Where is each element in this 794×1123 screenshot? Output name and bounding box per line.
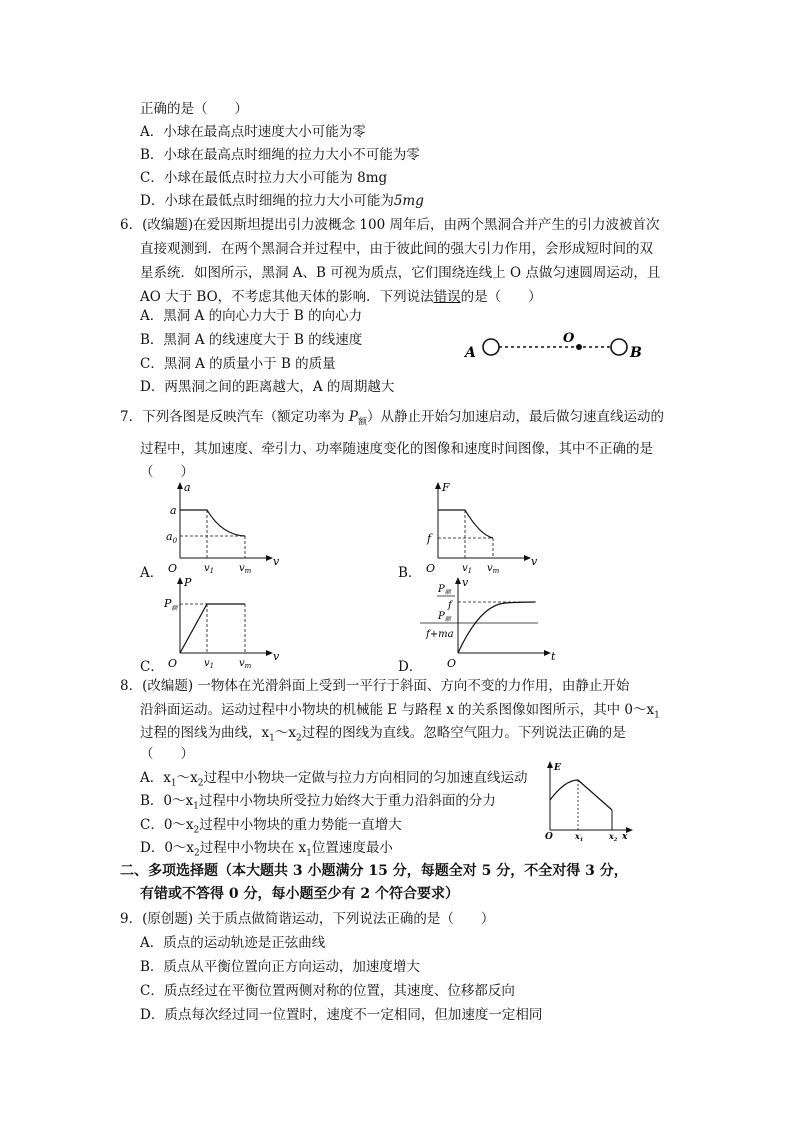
- axis-label-e: E: [554, 763, 561, 773]
- label-b: B: [630, 345, 642, 361]
- axis-label-v: v: [531, 555, 538, 568]
- tick-f-plus-ma: f+ma: [426, 629, 454, 640]
- x-arrow-icon: [544, 650, 551, 656]
- label-a: A: [465, 345, 476, 361]
- energy-curve: [550, 780, 612, 810]
- q6-option-b: B．黑洞 A 的线速度大于 B 的线速度: [140, 332, 363, 348]
- label-o: O: [563, 331, 575, 346]
- axis-label-f: F: [442, 481, 450, 494]
- q6-option-c: C．黑洞 A 的质量小于 B 的质量: [140, 356, 336, 372]
- q6-line-3: 星系统．如图所示，黑洞 A、B 可视为质点，它们围绕连线上 O 点做匀速圆周运动，且: [140, 265, 661, 281]
- tick-x1: $x_1$: [575, 831, 584, 843]
- tick-p-rated-2: $P_额$: [438, 611, 451, 623]
- q9-option-d: D．质点每次经过同一位置时，速度不一定相同，但加速度一定相同: [140, 1007, 543, 1023]
- axis-label-p: P: [184, 576, 192, 589]
- q7-option-c-label: C．: [140, 659, 164, 675]
- q8-line-1: 8．(改编题) 一物体在光滑斜面上受到一平行于斜面、方向不变的力作用，由静止开始: [120, 678, 630, 694]
- q9-option-b: B．质点从平衡位置向正方向运动，加速度增大: [140, 959, 420, 975]
- section-2-heading-line-2: 有错或不答得 0 分，每小题至少有 2 个符合要求）: [140, 886, 459, 902]
- x-arrow-icon: [266, 650, 273, 656]
- axis-label-a: a: [184, 481, 191, 494]
- q5-stem-tail: 正确的是（ ）: [140, 101, 248, 117]
- q8-line-4: （ ）: [140, 746, 194, 762]
- q6-line-4: AO 大于 BO，不考虑其他天体的影响．下列说法错误的是（ ）: [140, 289, 542, 305]
- q7-line-2: 过程中，其加速度、牵引力、功率随速度变化的图像和速度时间图像，其中不正确的是: [140, 441, 653, 457]
- q8-option-a: A．$x_1\sim x_2$过程中小物块一定做与拉力方向相同的匀加速直线运动: [140, 770, 528, 789]
- origin-label: O: [168, 562, 178, 575]
- graph-b-force: [418, 480, 538, 575]
- axis-label-v: v: [273, 650, 280, 663]
- graph-a-acceleration: [160, 480, 280, 575]
- y-arrow-icon: [435, 482, 441, 489]
- tick-p-rated: $P_额$: [438, 584, 451, 596]
- power-line: [180, 604, 245, 653]
- q7-line-3: （ ）: [140, 464, 194, 480]
- tick-vm: $v_m$: [487, 563, 500, 575]
- axis-label-t: t: [551, 650, 556, 663]
- center-o: [576, 344, 582, 350]
- tick-v1: $v_1$: [204, 658, 215, 670]
- origin-label: O: [426, 562, 436, 575]
- graph-d-velocity-time: [420, 575, 560, 670]
- tick-a: a: [170, 504, 177, 517]
- q5-option-d-math: 5mg: [393, 193, 424, 209]
- curve: [180, 510, 245, 536]
- curve: [438, 510, 493, 538]
- origin-label: O: [447, 657, 457, 670]
- q8-option-d: D．$0\sim x_2$过程中小物块在 $x_1$位置速度最小: [140, 840, 393, 859]
- q6-line-2: 直接观测到．在两个黑洞合并过程中，由于彼此间的强大引力作用，会形成短时间的双: [140, 241, 653, 257]
- black-hole-a: [483, 339, 499, 355]
- q6-line-1: 6．(改编题)在爱因斯坦提出引力波概念 100 周年后，由两个黑洞合并产生的引力波被首次: [120, 217, 660, 233]
- tick-vm: $v_m$: [239, 563, 252, 575]
- x-arrow-icon: [524, 555, 531, 561]
- q9-option-a: A．质点的运动轨迹是正弦曲线: [140, 935, 326, 951]
- graph-c-power: [160, 575, 280, 670]
- axis-label-v: v: [273, 555, 280, 568]
- q7-option-d-label: D．: [398, 659, 423, 675]
- origin-label: O: [168, 657, 178, 670]
- q7-line-1: 7．下列各图是反映汽车（额定功率为 $P_额$）从静止开始匀加速启动，最后做匀速直线运动的: [120, 409, 664, 428]
- tick-x2: $x_2$: [609, 831, 618, 843]
- q7-option-a-label: A．: [140, 565, 164, 581]
- x-arrow-icon: [266, 555, 273, 561]
- graph-energy-distance: [540, 760, 640, 843]
- tick-v1: $v_1$: [204, 563, 215, 575]
- q9-option-c: C．质点经过在平衡位置两侧对称的位置，其速度、位移都反向: [140, 983, 515, 999]
- tick-a0: $a_0$: [166, 530, 178, 545]
- axis-label-x: x: [622, 832, 628, 842]
- q5-option-b: B．小球在最高点时细绳的拉力大小不可能为零: [140, 147, 420, 163]
- y-arrow-icon: [547, 761, 553, 768]
- q6-emphasis: 错误: [433, 289, 461, 305]
- q8-line-3: 过程的图线为曲线，$x_1\sim x_2$过程的图线为直线。忽略空气阻力。下列说法正确的是: [140, 725, 626, 744]
- tick-f: f: [427, 532, 432, 545]
- axis-label-v: v: [462, 576, 469, 589]
- q6-option-a: A．黑洞 A 的向心力大于 B 的向心力: [140, 308, 363, 324]
- tick-f: f: [448, 600, 452, 611]
- q8-option-c: C．$0\sim x_2$过程中小物块的重力势能一直增大: [140, 817, 402, 836]
- q5-option-c: C．小球在最低点时拉力大小可能为 8mg: [140, 170, 388, 186]
- q8-option-b: B．$0\sim x_1$过程中小物块所受拉力始终大于重力沿斜面的分力: [140, 793, 496, 812]
- q8-line-2: 沿斜面运动。运动过程中小物块的机械能 E 与路程 x 的关系图像如图所示，其中 $0\sim x_1$: [140, 702, 660, 721]
- q7-option-b-label: B．: [398, 565, 422, 581]
- black-hole-b: [611, 339, 627, 355]
- y-arrow-icon: [177, 577, 183, 584]
- y-arrow-icon: [177, 482, 183, 489]
- tick-p-rated: $P_额$: [164, 597, 178, 612]
- velocity-curve: [458, 602, 535, 653]
- q6-option-d: D．两黑洞之间的距离越大，A 的周期越大: [140, 379, 395, 395]
- origin-label: O: [545, 832, 553, 842]
- y-arrow-icon: [455, 577, 461, 584]
- black-hole-figure: [460, 330, 650, 370]
- q5-option-d: D．小球在最低点时细绳的拉力大小可能为5mg: [140, 193, 424, 209]
- q5-option-a: A．小球在最高点时速度大小可能为零: [140, 124, 366, 140]
- tick-vm: $v_m$: [239, 658, 252, 670]
- tick-v1: $v_1$: [462, 563, 473, 575]
- q9-stem: 9．(原创题) 关于质点做简谐运动，下列说法正确的是（ ）: [120, 911, 495, 927]
- section-2-heading-line-1: 二、多项选择题（本大题共 3 小题满分 15 分，每题全对 5 分，不全对得 3 分，: [120, 863, 628, 879]
